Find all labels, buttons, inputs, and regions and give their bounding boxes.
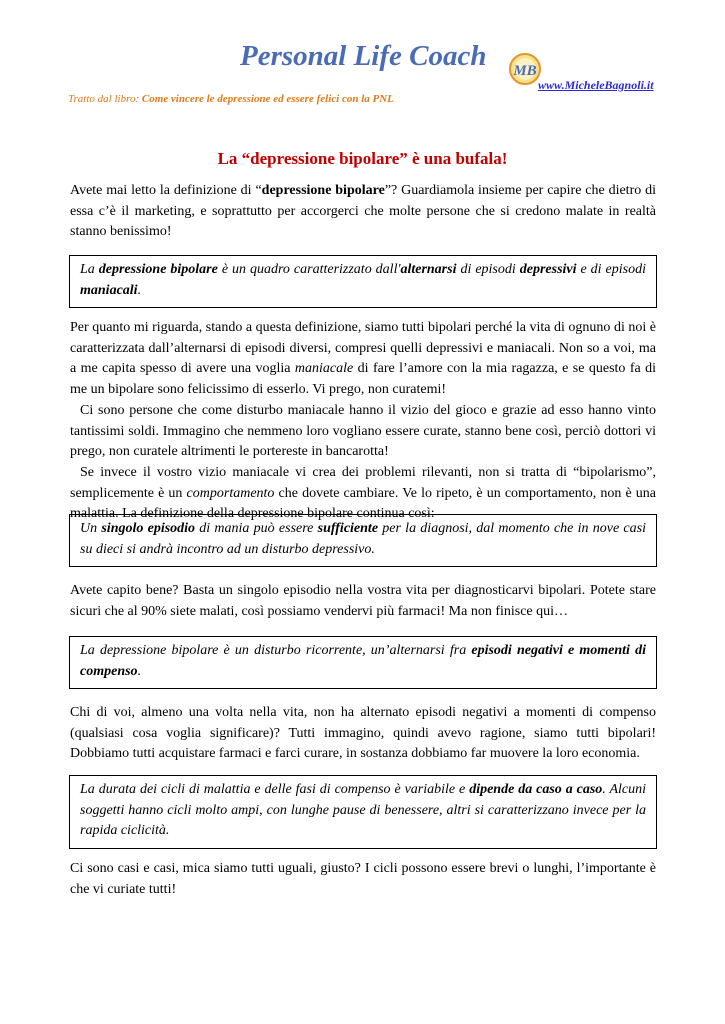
- paragraph-economy: Chi di voi, almeno una volta nella vita, non ha alternato episodi negativi a momenti di compenso (qualsiasi cosa voglia significare)? Tutti immagino, quindi avevo ragione, siamo tutti bipolari! Dobbiamo tutti acquistare farmaci e farci curare, in sostanza dobbiamo far muovere la loro economia.: [70, 705, 656, 762]
- text-bold: depressione bipolare: [98, 262, 218, 277]
- source-book: Come vincere le depressione ed essere felici con la PNL: [141, 93, 394, 105]
- text: è un quadro caratterizzato dall': [217, 262, 401, 277]
- text: Per quanto mi riguarda, stando a questa definizione, siamo tutti bipolari perché la vita di ognuno di noi è caratterizzata dall’alternarsi di episodi diversi, compresi quelli depressivi e maniacali. Non so a voi, ma a me capita spesso di avere una voglia: [70, 320, 656, 377]
- logo-text: MB: [513, 63, 537, 79]
- paragraph-conclusion: Ci sono casi e casi, mica siamo tutti uguali, giusto? I cicli possono essere brevi o lunghi, l’importante è che vi curiate tutti!: [70, 861, 656, 897]
- text: ”? Guardiamola insieme per capire che dietro di essa c’è il marketing, e soprattutto per accorgerci che molte persone che si credono malate in realtà stanno benissimo!: [70, 183, 656, 240]
- text: di mania può essere: [195, 521, 318, 536]
- text: Un: [80, 521, 102, 536]
- text: . Alcuni soggetti hanno cicli molto ampi, con lunghe pause di benessere, altri si caratterizzano invece per la rapida ciclicità.: [80, 782, 646, 838]
- text: La durata dei cicli di malattia e delle fasi di compenso è variabile e: [80, 782, 470, 797]
- book-source: [68, 93, 394, 105]
- text-bold: maniacali: [80, 282, 138, 298]
- text: di episodi: [456, 262, 520, 277]
- text-italic: maniacale: [294, 361, 354, 377]
- source-prefix: Tratto dal libro:: [68, 93, 142, 105]
- text-bold: sufficiente: [317, 521, 379, 536]
- quote-box-cycles: [69, 775, 657, 849]
- text-bold: depressivi: [519, 262, 577, 277]
- text: .: [137, 282, 142, 298]
- text-bold: depressione bipolare: [261, 183, 385, 198]
- article-title: La “depressione bipolare” è una bufala!: [217, 149, 508, 168]
- text-bold: episodi negativi e momenti di compenso: [80, 643, 646, 679]
- text: Avete mai letto la definizione di “: [70, 183, 262, 198]
- text: e di episodi: [576, 262, 646, 277]
- website-link[interactable]: www.MicheleBagnoli.it: [538, 78, 654, 92]
- paragraph-analysis: [70, 318, 656, 525]
- text: per la diagnosi, dal momento che in nove casi su dieci si andrà incontro ad un disturbo depressivo.: [80, 521, 646, 557]
- text-bold: dipende da caso a caso: [469, 782, 603, 797]
- text: Se invece il vostro vizio maniacale vi crea dei problemi rilevanti, non si tratta di “bipolarismo”, semplicemente è un: [70, 464, 656, 501]
- text-bold: alternarsi: [400, 262, 457, 277]
- text-italic: comportamento: [186, 485, 275, 501]
- text: Ci sono persone che come disturbo maniacale hanno il vizio del gioco e grazie ad esso hanno vinto tantissimi soldi. Immagino che nemmeno loro vogliano essere curate, stanno bene così, perciò dottori vi prego, non curatele altrimenti le portereste in bancarotta!: [70, 402, 656, 460]
- quote-box-definition: [69, 255, 657, 308]
- quote-box-recurrent: [69, 636, 657, 689]
- paragraph-diagnosis: Avete capito bene? Basta un singolo episodio nella vostra vita per diagnosticarvi bipolari. Potete stare sicuri che al 90% siete malati, così possiamo vendervi più farmaci! Ma non finisce qui…: [70, 583, 656, 619]
- text: La depressione bipolare è un disturbo ricorrente, un’alternarsi fra: [80, 643, 472, 658]
- text: La: [80, 262, 99, 277]
- mb-logo: [508, 52, 542, 86]
- paragraph-intro: [70, 181, 656, 243]
- text: che dovete cambiare. Ve lo ripeto, è un comportamento, non è una malattia. La definizione della depressione bipolare continua così:: [70, 485, 656, 522]
- quote-box-single-episode: [69, 514, 657, 567]
- header-title: Personal Life Coach: [240, 40, 487, 72]
- text: di fare l’amore con la mia ragazza, e se questo fa di me un bipolare sono felicissimo di esserlo. Vi prego, non curatemi!: [70, 361, 656, 398]
- text: .: [137, 663, 142, 679]
- text-bold: singolo episodio: [101, 521, 196, 536]
